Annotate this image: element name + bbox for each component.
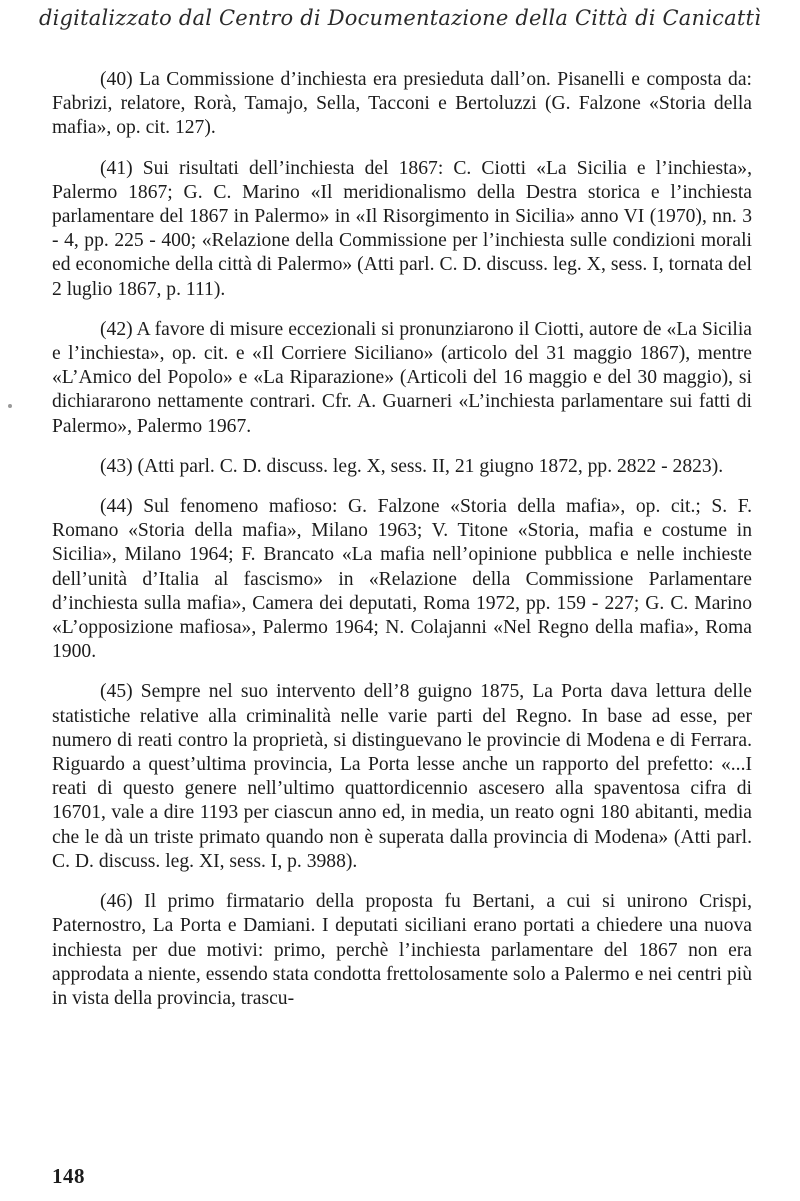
- footnote-43: (43) (Atti parl. C. D. discuss. leg. X, sess. II, 21 giugno 1872, pp. 2822 - 2823).: [100, 455, 724, 477]
- footnote-45: (45) Sempre nel suo intervento dell’8 guigno 1875, La Porta dava lettura delle statistiche relative alla criminalità nelle varie parti del Regno. In base ad esse, per numero di reati contro la proprietà, si distinguevano le provincie di Modena e di Ferrara. Riguardo a quest’ultima provincia, La Porta lesse anche un rapporto del prefetto: «...I reati di questo genere nell’ultimo quattordicennio ascesero alla spaventosa cifra di 16701, vale a dire 1193 per ciascun anno ed, in media, un reato ogni 180 abitanti, media che le dà un triste primato quando non è superata dalla provincia di Modena» (Atti parl. C. D. discuss. leg. XI, sess. I, p. 3988).: [52, 681, 752, 872]
- footnote-41: (41) Sui risultati dell’inchiesta del 1867: C. Ciotti «La Sicilia e l’inchiesta», Palermo 1867; G. C. Marino «Il meridionalismo della Destra storica e l’inchiesta parlamentare del 1867 in Palermo» in «Il Risorgimento in Sicilia» anno VI (1970), nn. 3 - 4, pp. 225 - 400; «Relazione della Commissione per l’inchiesta sulle condizioni morali ed economiche della città di Palermo» (Atti parl. C. D. discuss. leg. X, sess. I, tornata del 2 luglio 1867, p. 111).: [52, 157, 752, 300]
- page-number: 148: [52, 1164, 85, 1188]
- digitization-watermark: digitalizzato dal Centro di Documentazione della Città di Canicattì: [38, 6, 762, 30]
- footnote-42: (42) A favore di misure eccezionali si pronunziarono il Ciotti, autore de «La Sicilia e l’inchiesta», op. cit. e «Il Corriere Siciliano» (articolo del 31 maggio 1867), mentre «L’Amico del Popolo» e «La Riparazione» (Articoli del 16 maggio e del 30 maggio), si dichiararono nettamente contrari. Cfr. A. Guarneri «L’inchiesta parlamentare sui fatti di Palermo», Palermo 1967.: [52, 318, 752, 437]
- footnotes-section: [52, 68, 752, 1025]
- footnote-40: (40) La Commissione d’inchiesta era presieduta dall’on. Pisanelli e composta da: Fabrizi, relatore, Rorà, Tamajo, Sella, Tacconi e Bertoluzzi (G. Falzone «Storia della mafia», op. cit. 127).: [52, 69, 752, 139]
- footnote-46: (46) Il primo firmatario della proposta fu Bertani, a cui si unirono Crispi, Paternostro, La Porta e Damiani. I deputati siciliani erano portati a chiedere una nuova inchiesta per due motivi: primo, perchè l’inchiesta parlamentare del 1867 non era approdata a niente, essendo stata condotta frettolosamente solo a Palermo e nei centri più in vista della provincia, trascu-: [52, 891, 752, 1009]
- margin-mark: [8, 404, 12, 408]
- footnote-44: (44) Sul fenomeno mafioso: G. Falzone «Storia della mafia», op. cit.; S. F. Romano «Storia della mafia», Milano 1963; V. Titone «Storia, mafia e costume in Sicilia», Milano 1964; F. Brancato «La mafia nell’opinione pubblica e nelle inchieste dell’unità d’Italia al fascismo» in «Relazione della Commissione Parlamentare d’inchiesta sulla mafia», Camera dei deputati, Roma 1972, pp. 159 - 227; G. C. Marino «L’opposizione mafiosa», Palermo 1964; N. Colajanni «Nel Regno della mafia», Roma 1900.: [52, 496, 752, 663]
